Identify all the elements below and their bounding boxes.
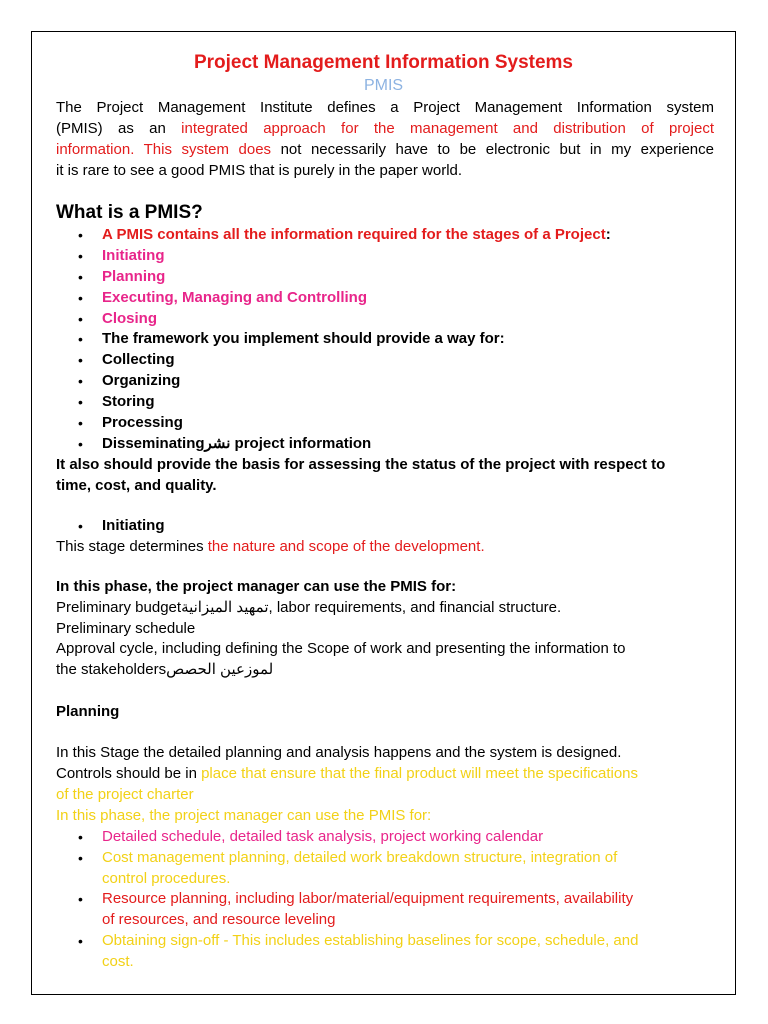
document-subtitle: PMIS [363,77,404,94]
approval-2a: the stakeholders [56,661,167,678]
bullet-icon: • [78,518,83,534]
basis-line-2: time, cost, and quality. [56,477,217,494]
bullet-icon: • [78,352,83,368]
planning-list-item-cont: control procedures. [102,870,231,887]
pmis-item-11c: project information [230,435,372,452]
pmis-list-item: Initiating [102,247,165,264]
planning-list-item: Cost management planning, detailed work breakdown structure, integration of [102,849,618,866]
initiating-stage-a: This stage determines [56,538,208,555]
bullet-icon: • [78,415,83,431]
planning-phase-line: In this phase, the project manager can use the PMIS for: [56,807,432,824]
planning-list-item-cont: of resources, and resource leveling [102,911,336,928]
bullet-icon: • [78,248,83,264]
intro-line-2-a: (PMIS) as an [56,120,182,137]
pmis-list-item: Planning [102,268,166,285]
document-page [31,31,736,995]
bullet-icon: • [78,269,83,285]
bullet-icon: • [78,227,83,243]
bullet-icon: • [78,829,83,845]
pmis-list-item: Executing, Managing and Controlling [102,289,367,306]
pmis-list-item: The framework you implement should provide a way for: [102,330,505,347]
bullet-icon: • [78,891,83,907]
initiating-stage-b: the nature and scope of the development. [207,538,485,555]
bullet-icon: • [78,436,83,452]
planning-list-item: Obtaining sign-off - This includes establishing baselines for scope, schedule, and [102,932,639,949]
planning-list-item: Resource planning, including labor/material/equipment requirements, availability [102,890,634,907]
planning-list-item: Detailed schedule, detailed task analysis, project working calendar [102,828,544,845]
basis-line-1: It also should provide the basis for assessing the status of the project with respect to [56,456,666,473]
intro-line-4: it is rare to see a good PMIS that is purely in the paper world. [56,162,463,179]
intro-line-3-a: information. This system does [56,141,272,158]
document-title: Project Management Information Systems [193,52,574,73]
pmis-list-item: Organizing [102,372,181,389]
bullet-icon: • [78,311,83,327]
initiating-bullet-label: Initiating [102,517,165,534]
planning-line-3: of the project charter [56,786,194,803]
bullet-icon: • [78,394,83,410]
approval-line-2 [56,660,273,680]
pmis-list-item [102,225,611,245]
bullet-icon: • [78,290,83,306]
preliminary-budget-line [56,598,561,618]
intro-line-2 [56,119,714,139]
preliminary-schedule-line: Preliminary schedule [56,620,196,637]
bullet-icon: • [78,373,83,389]
pmis-item-11a: Disseminating [102,435,205,452]
planning-heading: Planning [56,703,120,720]
planning-line-1: In this Stage the detailed planning and analysis happens and the system is designed. [56,744,622,761]
planning-list-item-cont: cost. [102,953,134,970]
bullet-icon: • [78,933,83,949]
initiating-phase-heading: In this phase, the project manager can use the PMIS for: [56,578,457,595]
bullet-icon: • [78,850,83,866]
planning-line-2 [56,764,638,784]
budget-b: تمهيد الميزانية [181,599,269,616]
planning-2b: place that ensure that the final product will meet the specifications [201,765,639,782]
budget-c: , labor requirements, and financial structure. [268,599,562,616]
pmis-list-item: Storing [102,393,155,410]
pmis-item-1a: A PMIS contains all the information required for the stages of a Project [102,226,606,243]
intro-line-2-b: integrated approach for the management and distribution of project [181,120,714,137]
intro-line-3 [56,140,714,160]
pmis-list-item [102,434,371,454]
pmis-item-1b: : [605,226,611,243]
pmis-item-11b: نشر [204,435,231,452]
bullet-icon: • [78,331,83,347]
approval-line-1: Approval cycle, including defining the Scope of work and presenting the information to [56,640,626,657]
budget-a: Preliminary budget [56,599,182,616]
what-is-pmis-heading: What is a PMIS? [56,202,203,223]
pmis-list-item: Closing [102,310,157,327]
initiating-stage-text [56,537,485,557]
planning-2a: Controls should be in [56,765,202,782]
intro-line-1: The Project Management Institute defines a Project Management Information system [56,99,714,116]
pmis-list-item: Collecting [102,351,175,368]
intro-line-3-b: not necessarily have to be electronic but in my experience [271,141,714,158]
approval-2b: لموزعين الحصص [166,661,274,678]
pmis-list-item: Processing [102,414,183,431]
